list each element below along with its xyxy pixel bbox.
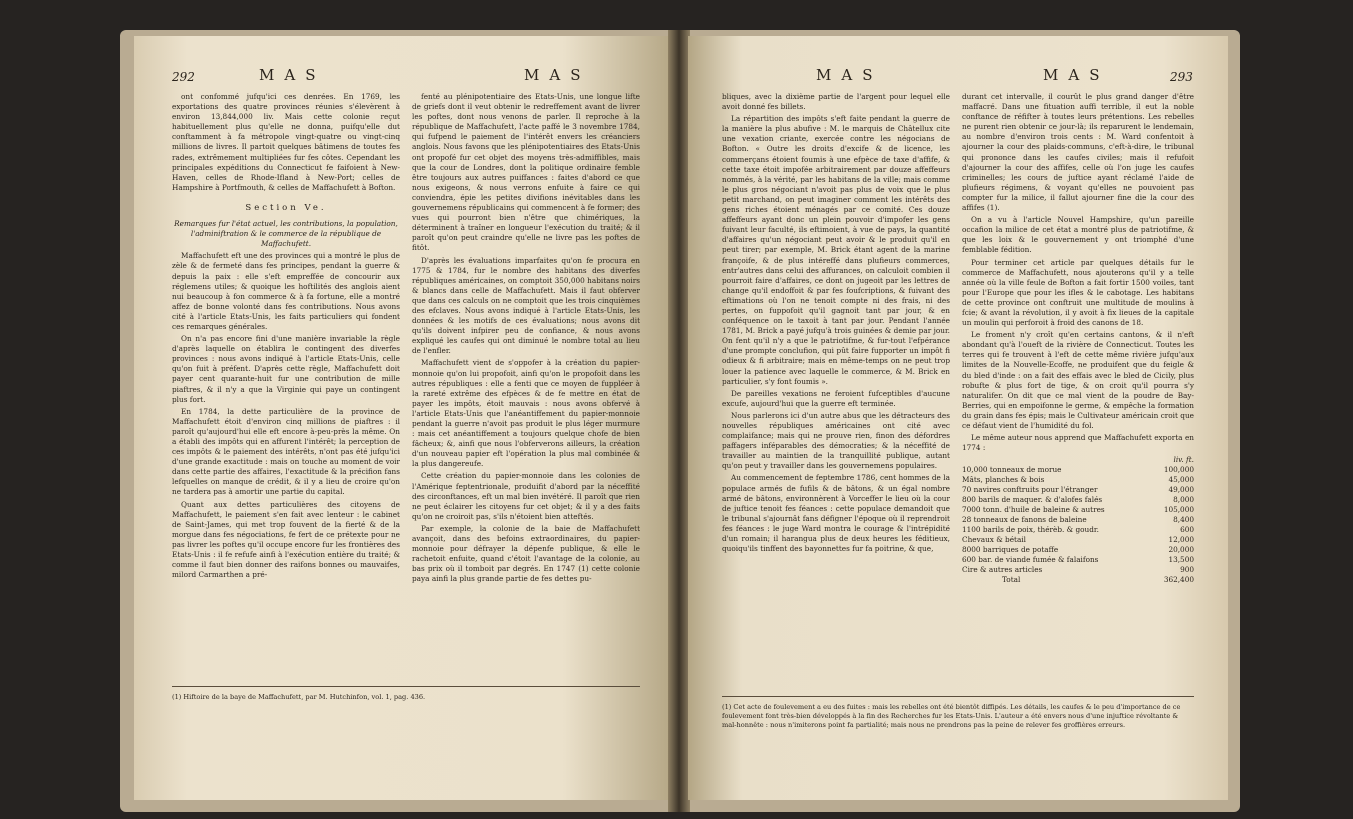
left-page (134, 36, 670, 800)
paragraph: durant cet intervalle, il courût le plus grand danger d'être maffacré. Dans une fituation auffi terrible, il eut la noble conftance de réfifter à toutes leurs prétentions. Les rebelles ne purent rien obtenir ce jour-là; ils reparurent le lendemain, au nombre d'environ trois cents : M. Ward confentoit à ajourner la cour des plaids-communs, c'eft-à-dire, le tribunal qui prononce dans les caufes civiles; mais il refufoit d'ajourner la cour des affifes, celle où l'on juge les caufes criminelles; les cours de juftice ayant réclamé l'aide de plufieurs régimens, & voyant qu'elles ne pouvoient pas compter fur la milice, il fallut ajourner fine die la cour des affifes (1). (962, 92, 1194, 213)
table-row (962, 545, 1194, 555)
export-value: 20,000 (1168, 545, 1194, 555)
paragraph: De pareilles vexations ne feroient fufceptibles d'aucune excufe, aujourd'hui que la guerre eft terminée. (722, 388, 950, 408)
book-gutter (668, 30, 690, 812)
paragraph: Par exemple, la colonie de la baie de Maffachufett avançoit, dans des befoins extraordinaires, du papier-monnoie pour défrayer la dépenfe publique, & elle le rachetoit enfuite, quand c'étoit l'avantage de la colonie, au bas prix où il tomboit par degrés. En 1747 (1) cette colonie paya ainfi la plus grande partie de fes dettes pu- (412, 523, 640, 584)
page-number: 292 (172, 70, 195, 84)
paragraph: ont confommé jufqu'ici ces denrées. En 1769, les exportations des quatre provinces réunies s'élevèrent à environ 13,844,000 liv. Mais cette colonie reçut habituellement plus qu'elle ne donna, puifqu'elle dut conftamment à fa métropole vingt-quatre ou vingt-cinq millions de livres. Il partoit quelques bâtimens de toutes fes rades, extrêmement multipliées fur fes côtes. Cependant les principales expéditions du Connecticut fe faifoient à New-Haven, celles de Rhode-Ifland à New-Port; celles de Hampshire à Portfmouth, & celles de Maffachufett à Bofton. (172, 92, 400, 192)
export-value: 600 (1180, 525, 1194, 535)
text-column-1 (722, 92, 950, 556)
export-item: Cire & autres articles (962, 565, 1043, 575)
export-value: 49,000 (1168, 485, 1194, 495)
running-head: MAS (816, 66, 883, 84)
export-item: 70 navires conftruits pour l'étranger (962, 485, 1098, 495)
table-row (962, 505, 1194, 515)
export-item: 8000 barriques de potaffe (962, 545, 1059, 555)
paragraph: fenté au plénipotentiaire des Etats-Unis, une longue lifte de griefs dont il veut obtenir le redreffement avant de livrer les poftes, dont nous venons de parler. Il reproche à la république de Maffachufett, l'acte paffé le 3 novembre 1784, qui fufpend le paiement de l'intérêt envers les créanciers anglois. Nous favons que les plénipotentiaires des Etats-Unis ont propofé fur cet objet des moyens très-admiffibles, mais que la cour de Londres, dont la politique ordinaire femble être toujours aux autres puiffances : faites d'abord ce que nous exigeons, & nous verrons enfuite à faire ce qui conviendra, épie les petites divifions inévitables dans les gouvernemens républicains qui commencent à fe former; des vues qui pourront bien n'être que chimériques, la déterminent à traîner en longueur l'exécution du traité; & il paroît qu'on peut craindre qu'elle ne livre pas les poftes de fitôt. (412, 92, 640, 253)
paragraph: En 1784, la dette particulière de la province de Maffachufett étoit d'environ cinq millions de piaftres : il paroît qu'aujourd'hui elle eft encore à-peu-près la même. On a établi des impôts qui en affurent l'intérêt; la perception de ces impôts & le paiement des intérêts, n'ont pas été jufqu'ici d'une grande exactitude : mais on touche au moment de voir dans cette partie des affaires, l'exactitude & la précifion fans lefquelles on manque de crédit, & il y a lieu de croire qu'on ne tardera pas à amortir une partie du capital. (172, 406, 400, 497)
running-head: MAS (1043, 66, 1110, 84)
table-row (962, 535, 1194, 545)
table-row (962, 465, 1194, 475)
export-item: 800 barils de maquer. & d'alofes falés (962, 495, 1103, 505)
footnote: (1) Hiftoire de la baye de Maffachufett, par M. Hutchinfon, vol. 1, pag. 436. (172, 693, 426, 701)
section-subtitle: Remarques fur l'état actuel, les contributions, la population, l'adminiftration & le commerce de la république de Maffachufett. (174, 219, 398, 249)
export-value: 8,000 (1173, 495, 1194, 505)
table-row (962, 485, 1194, 495)
paragraph: bliques, avec la dixième partie de l'argent pour lequel elle avoit donné fes billets. (722, 92, 950, 112)
export-item: 1100 barils de poix, thérèb. & goudr. (962, 525, 1099, 535)
text-column-2 (962, 92, 1194, 585)
right-page (688, 36, 1228, 800)
paragraph: Pour terminer cet article par quelques détails fur le commerce de Maffachufett, nous ajouterons qu'il y a telle année où la ville feule de Bofton a fait fortir 1500 voiles, tant pour l'Europe que pour les ifles & le cabotage. Les habitans de cette province ont conftruit une multitude de moulins à fcie; & avant la révolution, il y avoit à fix lieues de la capitale un moulin qui perforoit à froid des canons de 18. (962, 257, 1194, 328)
export-value: 900 (1180, 565, 1194, 575)
book-spread (120, 30, 1240, 812)
running-head: MAS (524, 66, 591, 84)
export-value: 12,000 (1168, 535, 1194, 545)
paragraph: D'après les évaluations imparfaites qu'on fe procura en 1775 & 1784, fur le nombre des habitans des diverfes républiques américaines, on comptoit 350,000 habitans noirs & blancs dans celle de Maffachufett. Mais il faut obferver que dans ces calculs on ne comptoit que les trois cinquièmes des efclaves. Nous avons indiqué à l'article Etats-Unis, les données & les motifs de ces évaluations; nous avons dit qu'ils doivent infpirer peu de confiance, & nous avons expliqué les caufes qui ont diminué le nombre total au lieu de l'enfler. (412, 255, 640, 356)
table-row (962, 515, 1194, 525)
paragraph: Au commencement de feptembre 1786, cent hommes de la populace armés de fufils & de bâtons, & un égal nombre armé de bâtons, environnèrent à Vorceffer le lieu où la cour de juftice tenoit fes féances : cette populace demandoit que le tribunal s'ajournât fans défigner l'époque où il reprendroit fes féances : le juge Ward montra le courage & l'intrépidité d'un romain; il harangua plus de deux heures les féditieux, quoiqu'ils tinffent des bayonnettes fur fa poitrine, & que, (722, 473, 950, 554)
export-item: Chevaux & bétail (962, 535, 1026, 545)
footnote: (1) Cet acte de foulevement a eu des fuites : mais les rebelles ont été bientôt diffipés. Les détails, les caufes & le peu d'importance de ce foulevement font très-bien développés à la fin des Recherches fur les Etats-Unis. L'auteur a été envers nous d'une injuftice révoltante & mal-honnête : nous n'imiterons point fa partialité; mais nous ne prendrons pas la peine de relever fes groffières erreurs. (722, 703, 1181, 729)
paragraph: On a vu à l'article Nouvel Hampshire, qu'un pareille occafion la milice de cet état a montré plus de patriotifme, & que les loix & le gouvernement y ont triomphé d'une femblable fédition. (962, 215, 1194, 255)
export-item: Mâts, planches & bois (962, 475, 1045, 485)
export-value: 45,000 (1168, 475, 1194, 485)
paragraph: On n'a pas encore fini d'une manière invariable la règle d'après laquelle on établira le contingent des diverfes provinces : nous avons indiqué à l'article Etats-Unis, celle qu'on fuit à préfent. D'après cette règle, Maffachufett doit payer cent quarante-huit fur une contribution de mille piaftres, & il n'y a que la Virginie qui paye un contingent plus fort. (172, 334, 400, 404)
table-row (962, 555, 1194, 565)
export-item: 7000 tonn. d'huile de baleine & autres (962, 505, 1105, 515)
total-label: Total (1002, 575, 1021, 585)
export-item: 28 tonneaux de fanons de baleine (962, 515, 1087, 525)
paragraph: Nous parlerons ici d'un autre abus que les détracteurs des nouvelles républiques américaines ont cité avec complaifance; mais qui ne prouve rien, finon des défordres paffagers inféparables des démocraties; & la néceffité de travailler au maintien de la tranquillité publique, autant qu'on peut y travailler dans les gouvernemens populaires. (722, 410, 950, 471)
export-value: 8,400 (1173, 515, 1194, 525)
paragraph: Quant aux dettes particulières des citoyens de Maffachufett, le paiement s'en fait avec lenteur : le cabinet de Saint-James, qui met trop fouvent de la fierté & de la morgue dans fes négociations, fe fert de ce prétexte pour ne pas livrer les poftes qu'il occupe encore fur les frontières des Etats-Unis : il fe refufe ainfi à l'exécution entière du traité; & comme il faut bien donner des raifons bonnes ou mauvaifes, milord Carmarthen a pré- (172, 499, 400, 580)
text-column-2 (412, 92, 640, 587)
table-row (962, 525, 1194, 535)
footnote-rule (172, 686, 640, 687)
paragraph: Cette création du papier-monnoie dans les colonies de l'Amérique feptentrionale, produifit d'abord par la néceffité des circonftances, eft un mal bien invétéré. Il paroît que rien ne peut éclairer les citoyens fur cet objet; & il y a des faits qu'on ne croiroit pas, s'ils n'étoient bien atteftés. (412, 471, 640, 521)
table-row (962, 475, 1194, 485)
section-heading: Section Ve. (245, 202, 327, 213)
paragraph: Maffachufett vient de s'oppofer à la création du papier-monnoie qu'on lui propofoit, ainfi qu'on le propofoit dans les autres républiques : elle a fenti que ce moyen de fuppléer à la rareté extrême des efpèces & de fe mettre en état de payer les impôts, étoit mauvais : nous avons obfervé à l'article Etats-Unis que l'anéantiffement du papier-monnoie pendant la guerre n'avoit pas produit le plus léger murmure : mais cet anéantiffement a toujours quelque chofe de bien fâcheux; &, ainfi que nous l'obferverons ailleurs, la création d'un nouveau papier eft l'opération la plus mal combinée & la plus dangereufe. (412, 358, 640, 469)
export-item: 10,000 tonneaux de morue (962, 465, 1062, 475)
export-value: 105,000 (1163, 505, 1194, 515)
export-item: 600 bar. de viande fumée & falaifons (962, 555, 1099, 565)
page-number: 293 (1170, 70, 1193, 84)
export-value: 100,000 (1163, 465, 1194, 475)
text-column-1 (172, 92, 400, 582)
exports-table (962, 465, 1194, 585)
export-value: 13,500 (1168, 555, 1194, 565)
running-head: MAS (259, 66, 326, 84)
table-total-row (962, 575, 1194, 585)
paragraph: Le même auteur nous apprend que Maffachufett exporta en 1774 : (962, 433, 1194, 453)
footnote-rule (722, 696, 1194, 697)
paragraph: Le froment n'y croît qu'en certains cantons, & il n'eft abondant qu'à l'oueft de la rivière de Connecticut. Toutes les terres qui fe trouvent à l'eft de cette même rivière jufqu'aux limites de la Nouvelle-Ecoffe, ne produifent que du feigle & du bled d'inde : on a fait des effais avec le bled de Cicily, plus robufte & plus fort de tige, & on croit qu'il pourra s'y naturalifer. On dit que ce mal vient de la poudre de Bay-Berries, qui en empoifonne le germe, & empêche la formation du grain dans fes épis; mais le Cultivateur américain croit que ce défaut vient de l'humidité du fol. (962, 330, 1194, 430)
table-row (962, 565, 1194, 575)
paragraph: La répartition des impôts s'eft faite pendant la guerre de la manière la plus abufive : M. le marquis de Châtellux cite une vexation criante, exercée contre les négocians de Bofton. « Outre les droits d'excife & de licence, les commerçans étoient foumis à une efpèce de taxe d'affife, & cette taxe étoit impofée arbitrairement par douze affeffeurs nommés, à la vérité, par les habitans de la ville; mais comme le plus gros négociant n'avoit pas plus de voix que le plus petit marchand, on peut imaginer comment les intérêts des gens riches étoient ménagés par ce comité. Ces douze affeffeurs ayant donc un plein pouvoir d'impofer les gens fuivant leur faculté, ils eftimoient, à vue de pays, la quantité d'affaires qu'un négociant peut avoir & le produit qu'il en peut tirer; par exemple, M. Brick étant agent de la marine françoife, & de plus intéreffé dans plufieurs commerces, entr'autres dans celui des affurances, on calculoit combien il pourroit faire d'affaires, ce dont on jugeoit par les lettres de change qu'il endoffoit & par fes foufcriptions, & fuivant des eftimations où l'on ne tenoit compte ni des frais, ni des pertes, on fuppofoit qu'il gagnoit tant par jour, & en conféquence on le taxoit à tant par jour. Pendant l'année 1781, M. Brick a payé jufqu'à trois guinées & demie par jour. On fent qu'il n'y a que le patriotifme, & fur-tout l'efpérance d'une prompte conclufion, qui pût faire fupporter un impôt fi odieux & fi arbitraire; mais en même-temps on ne peut trop louer la patience avec laquelle le commerce, & M. Brick en particulier, s'y font foumis ». (722, 114, 950, 386)
total-value: 362,400 (1163, 575, 1194, 585)
table-unit: liv. ft. (1173, 455, 1194, 465)
paragraph: Maffachufett eft une des provinces qui a montré le plus de zèle & de fermeté dans fes principes, pendant la guerre & depuis la paix : elle s'eft empreffée de concourir aux réglemens utiles; & quoique les hoftilités des anglois aient nui beaucoup à fon commerce & à fa fortune, elle a montré affez de bonne volonté dans fes contributions. Nous avons cité à l'article Etats-Unis, les faits particuliers qui fondent ces remarques générales. (172, 251, 400, 331)
table-row (962, 495, 1194, 505)
